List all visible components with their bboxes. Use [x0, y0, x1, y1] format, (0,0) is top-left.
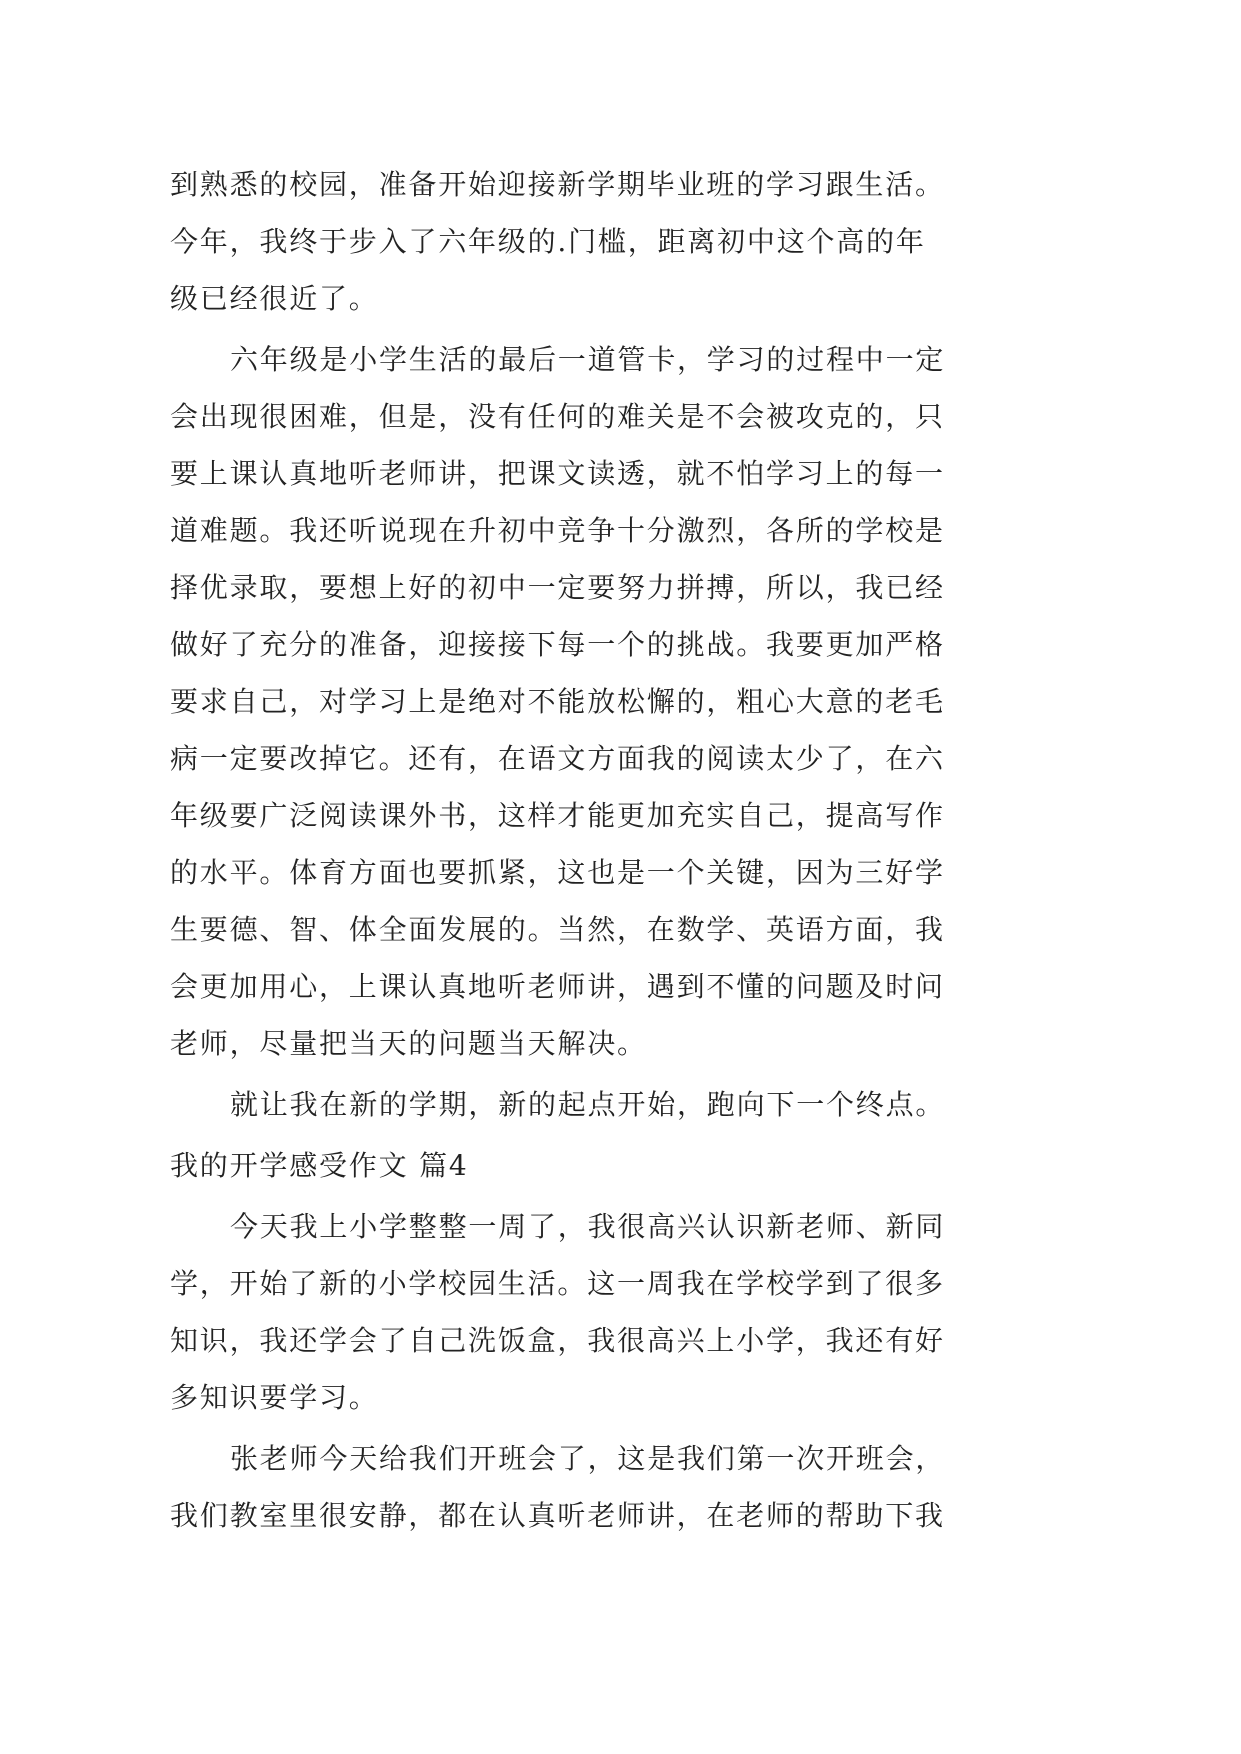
text-line: 张老师今天给我们开班会了，这是我们第一次开班会，: [230, 1442, 946, 1475]
text-line: 年级要广泛阅读课外书，这样才能更加充实自己，提高写作: [170, 799, 945, 832]
text-line: 做好了充分的准备，迎接接下每一个的挑战。我要更加严格: [170, 628, 945, 661]
text-line: 生要德、智、体全面发展的。当然，在数学、英语方面，我: [170, 913, 945, 946]
text-line: 级已经很近了。: [170, 282, 379, 315]
text-line: 今天我上小学整整一周了，我很高兴认识新老师、新同: [230, 1210, 946, 1243]
text-line: 择优录取，要想上好的初中一定要努力拼搏，所以，我已经: [170, 571, 945, 604]
text-line: 病一定要改掉它。还有，在语文方面我的阅读太少了，在六: [170, 742, 945, 775]
paragraph: [170, 331, 990, 1072]
paragraph: [170, 1076, 990, 1133]
text-line: 要上课认真地听老师讲，把课文读透，就不怕学习上的每一: [170, 457, 945, 490]
essay-title-text: 我的开学感受作文 篇4: [170, 1149, 469, 1182]
essay-title: [170, 1137, 990, 1194]
text-line: 知识，我还学会了自己洗饭盒，我很高兴上小学，我还有好: [170, 1324, 945, 1357]
text-line: 多知识要学习。: [170, 1381, 379, 1414]
document-body: [170, 156, 990, 1544]
text-line: 今年，我终于步入了六年级的.门槛，距离初中这个高的年: [170, 225, 926, 258]
paragraph: [170, 1430, 990, 1544]
text-line: 会更加用心，上课认真地听老师讲，遇到不懂的问题及时问: [170, 970, 945, 1003]
text-line: 的水平。体育方面也要抓紧，这也是一个关键，因为三好学: [170, 856, 945, 889]
text-line: 六年级是小学生活的最后一道管卡，学习的过程中一定: [230, 343, 946, 376]
text-line: 学，开始了新的小学校园生活。这一周我在学校学到了很多: [170, 1267, 945, 1300]
text-line: 道难题。我还听说现在升初中竞争十分激烈，各所的学校是: [170, 514, 945, 547]
paragraph: [170, 1198, 990, 1426]
text-line: 要求自己，对学习上是绝对不能放松懈的，粗心大意的老毛: [170, 685, 945, 718]
text-line: 老师，尽量把当天的问题当天解决。: [170, 1027, 647, 1060]
text-line: 会出现很困难，但是，没有任何的难关是不会被攻克的，只: [170, 400, 945, 433]
text-line: 我们教室里很安静，都在认真听老师讲，在老师的帮助下我: [170, 1499, 945, 1532]
paragraph: [170, 156, 990, 327]
text-line: 就让我在新的学期，新的起点开始，跑向下一个终点。: [230, 1088, 946, 1121]
text-line: 到熟悉的校园，准备开始迎接新学期毕业班的学习跟生活。: [170, 168, 945, 201]
